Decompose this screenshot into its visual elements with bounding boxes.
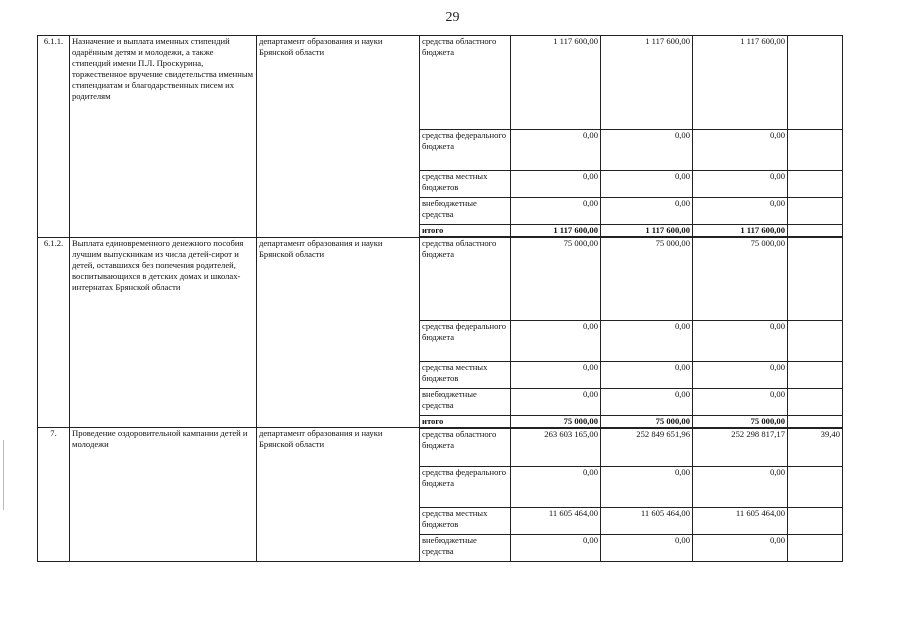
table-row [38, 36, 843, 130]
amount-year-2: 0,00 [601, 320, 693, 361]
total-label: итого [420, 415, 511, 428]
funding-source: средства федерального бюджета [420, 130, 511, 171]
share-cell [788, 535, 843, 562]
funding-source: средства областного бюджета [420, 428, 511, 467]
amount-year-3: 0,00 [693, 171, 788, 198]
amount-year-3: 0,00 [693, 320, 788, 361]
row-number: 6.1.2. [38, 237, 70, 428]
share-cell [788, 36, 843, 130]
executor: департамент образования и науки Брянской области [257, 428, 420, 562]
share-cell [788, 467, 843, 508]
share-percent: 39,40 [788, 428, 843, 467]
funding-source: средства федерального бюджета [420, 320, 511, 361]
share-cell [788, 320, 843, 361]
amount-year-3: 0,00 [693, 361, 788, 388]
amount-year-1: 0,00 [511, 361, 601, 388]
amount-year-3: 11 605 464,00 [693, 508, 788, 535]
share-cell [788, 388, 843, 415]
amount-year-1: 0,00 [511, 320, 601, 361]
total-year-3: 1 117 600,00 [693, 225, 788, 238]
amount-year-2: 1 117 600,00 [601, 36, 693, 130]
amount-year-2: 0,00 [601, 467, 693, 508]
table-row [38, 428, 843, 467]
amount-year-2: 0,00 [601, 388, 693, 415]
amount-year-3: 0,00 [693, 535, 788, 562]
amount-year-2: 11 605 464,00 [601, 508, 693, 535]
amount-year-2: 0,00 [601, 361, 693, 388]
share-cell [788, 130, 843, 171]
amount-year-2: 0,00 [601, 535, 693, 562]
funding-source: средства областного бюджета [420, 36, 511, 130]
amount-year-3: 75 000,00 [693, 237, 788, 320]
executor: департамент образования и науки Брянской области [257, 237, 420, 428]
funding-source: средства местных бюджетов [420, 508, 511, 535]
amount-year-2: 0,00 [601, 198, 693, 225]
row-number: 6.1.1. [38, 36, 70, 238]
amount-year-2: 75 000,00 [601, 237, 693, 320]
amount-year-1: 75 000,00 [511, 237, 601, 320]
amount-year-3: 0,00 [693, 388, 788, 415]
amount-year-1: 0,00 [511, 198, 601, 225]
scan-margin-mark [3, 440, 4, 510]
amount-year-3: 1 117 600,00 [693, 36, 788, 130]
amount-year-1: 0,00 [511, 535, 601, 562]
measure-name: Проведение оздоровительной кампании детей и молодежи [70, 428, 257, 562]
amount-year-2: 0,00 [601, 171, 693, 198]
total-year-1: 75 000,00 [511, 415, 601, 428]
funding-source: средства областного бюджета [420, 237, 511, 320]
amount-year-2: 0,00 [601, 130, 693, 171]
row-number: 7. [38, 428, 70, 562]
amount-year-1: 0,00 [511, 130, 601, 171]
table-row [38, 237, 843, 320]
total-year-1: 1 117 600,00 [511, 225, 601, 238]
share-cell [788, 225, 843, 238]
amount-year-2: 252 849 651,96 [601, 428, 693, 467]
share-cell [788, 198, 843, 225]
share-cell [788, 415, 843, 428]
amount-year-3: 0,00 [693, 467, 788, 508]
share-cell [788, 508, 843, 535]
total-year-3: 75 000,00 [693, 415, 788, 428]
amount-year-1: 263 603 165,00 [511, 428, 601, 467]
funding-source: внебюджетные средства [420, 388, 511, 415]
amount-year-3: 0,00 [693, 130, 788, 171]
share-cell [788, 361, 843, 388]
measure-name: Назначение и выплата именных стипендий одарённым детям и молодежи, а также стипендий имени П.Л. Проскурина, торжественное вручение свидетельства именным стипендиатам и благодарственных писем их родителям [70, 36, 257, 238]
funding-source: средства местных бюджетов [420, 171, 511, 198]
amount-year-3: 0,00 [693, 198, 788, 225]
total-year-2: 1 117 600,00 [601, 225, 693, 238]
share-cell [788, 171, 843, 198]
amount-year-1: 0,00 [511, 388, 601, 415]
amount-year-1: 11 605 464,00 [511, 508, 601, 535]
funding-source: внебюджетные средства [420, 198, 511, 225]
total-label: итого [420, 225, 511, 238]
funding-source: средства федерального бюджета [420, 467, 511, 508]
page-number: 29 [445, 10, 460, 25]
share-cell [788, 237, 843, 320]
amount-year-1: 1 117 600,00 [511, 36, 601, 130]
amount-year-1: 0,00 [511, 171, 601, 198]
measure-name: Выплата единовременного денежного пособия лучшим выпускникам из числа детей-сирот и детей, оставшихся без попечения родителей, воспитывающихся в детских домах и школах-интернатах Брянской области [70, 237, 257, 428]
executor: департамент образования и науки Брянской области [257, 36, 420, 238]
amount-year-1: 0,00 [511, 467, 601, 508]
budget-table [37, 35, 843, 562]
funding-source: средства местных бюджетов [420, 361, 511, 388]
total-year-2: 75 000,00 [601, 415, 693, 428]
amount-year-3: 252 298 817,17 [693, 428, 788, 467]
funding-source: внебюджетные средства [420, 535, 511, 562]
